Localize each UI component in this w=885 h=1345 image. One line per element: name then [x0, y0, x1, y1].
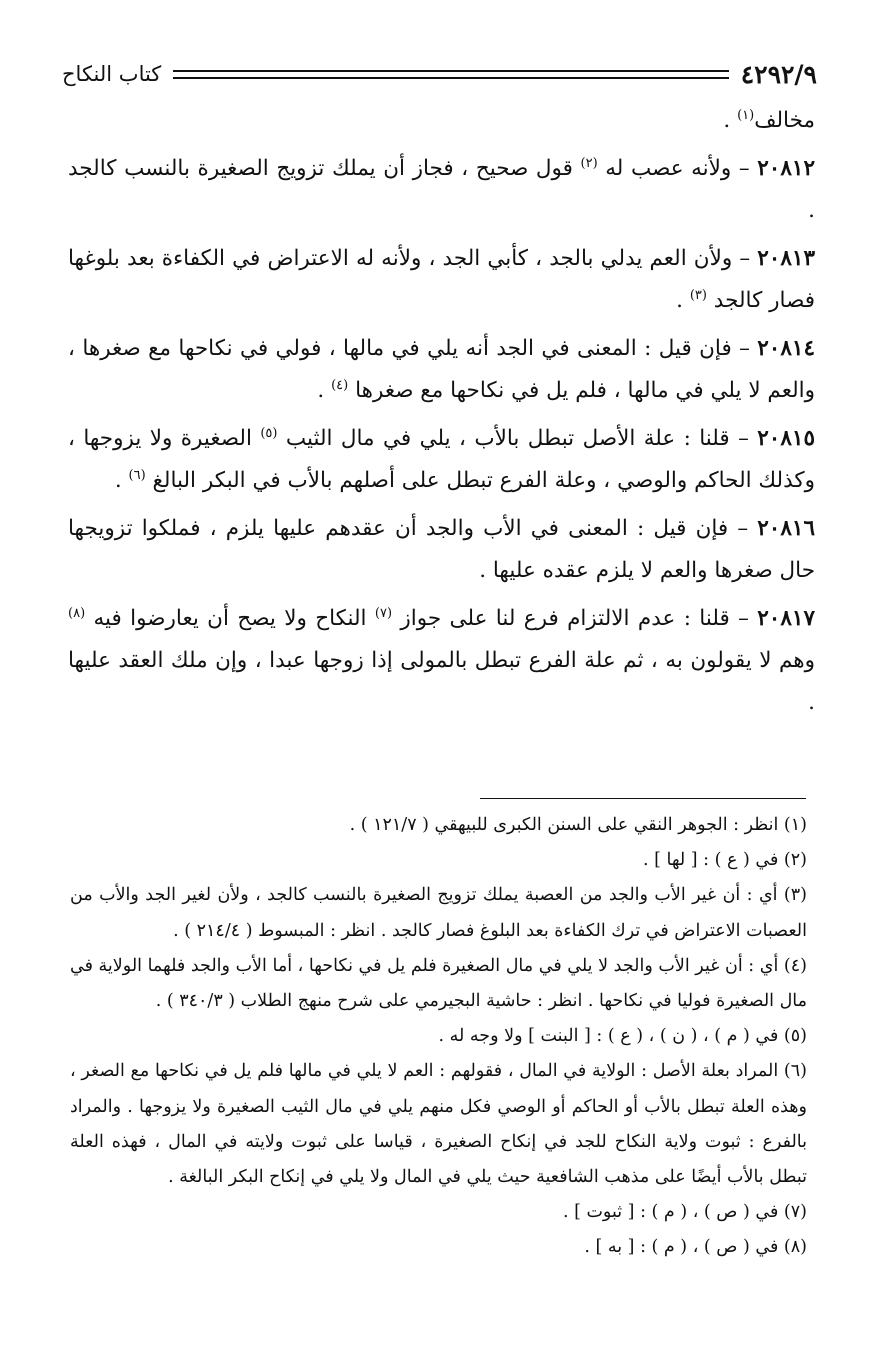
paragraph-number: ٢٠٨١٥ [757, 426, 815, 451]
header-double-rule [173, 70, 728, 79]
paragraph: ٢٠٨١٣ – ولأن العم يدلي بالجد ، كأبي الجد ، ولأنه له الاعتراض في الكفاءة بعد بلوغها فصار كالجد $^{(٣)}$ . [68, 246, 815, 313]
footnote-ref: (٦) [128, 467, 146, 483]
footnote: (٢) في ( ع ) : [ لها ] . [642, 850, 807, 871]
footnote: (٤) أي : أن غير الأب والجد لا يلي في مال الصغيرة فلم يل في نكاحها ، أما الأب والجد فلهما الولاية في مال الصغيرة فوليا في نكاحها . انظر : حاشية البجيرمي على شرح منهج الطلاب ( ٣٤٠/٣ ) . [70, 955, 807, 1012]
paragraph-number: ٢٠٨١٢ [757, 156, 815, 181]
footnote: (٦) المراد بعلة الأصل : الولاية في المال ، فقولهم : العم لا يلي في مالها فلم يل في نكاحها مع الصغر ، وهذه العلة تبطل بالأب أو الحاكم أو الوصي فكل منهم يلي في مال الثيب الصغيرة ولا يزوجها . والمراد بالفرع : ثبوت ولاية النكاح للجد في إنكاح الصغيرة ، قياسا على ثبوت ولايته في المال ، فهذه العلة تبطل بالأب أيضًا على مذهب الشافعية حيث يلي في المال ولا يلي في إنكاح البكر البالغة . [70, 1061, 807, 1188]
paragraph: ٢٠٨١٤ – فإن قيل : المعنى في الجد أنه يلي في مالها ، فولي في نكاحها مع صغرها ، والعم لا يلي في مالها ، فلم يل في نكاحها مع صغرها $^{(٤)}$ . [68, 336, 815, 403]
footnote-ref: (٢) [580, 155, 598, 171]
footnote: (٧) في ( ص ) ، ( م ) : [ ثبوت ] . [562, 1202, 807, 1223]
paragraph: ٢٠٨١٢ – ولأنه عصب له $^{(٢)}$ قول صحيح ، فجاز أن يملك تزويج الصغيرة بالنسب كالجد . [68, 155, 815, 223]
footnote: (٥) في ( م ) ، ( ن ) ، ( ع ) : [ البنت ] ولا وجه له . [438, 1026, 807, 1047]
page-header [62, 54, 817, 94]
footnote-ref: (٤) [331, 377, 349, 393]
footnote: (٨) في ( ص ) ، ( م ) : [ به ] . [584, 1237, 807, 1258]
footnote-ref: (١) [737, 107, 755, 123]
paragraph: ٢٠٨١٥ – قلنا : علة الأصل تبطل بالأب ، يلي في مال الثيب $^{(٥)}$ الصغيرة ولا يزوجها ، وكذلك الحاكم والوصي ، وعلة الفرع تبطل على أصلهم بالأب في البكر البالغ $^{(٦)}$ . [68, 425, 815, 493]
page-number: ٤٢٩٢/٩ [740, 59, 817, 89]
footnote-ref: (٥) [260, 425, 278, 441]
footnote: (١) انظر : الجوهر النقي على السنن الكبرى للبيهقي ( ١٢١/٧ ) . [349, 815, 807, 835]
paragraph-number: ٢٠٨١٤ [757, 336, 815, 361]
footnote-separator [480, 798, 806, 799]
main-text [68, 100, 815, 730]
book-title: كتاب النكاح [62, 62, 162, 86]
footnote: (٣) أي : أن غير الأب والجد من العصبة يملك تزويج الصغيرة بالنسب كالجد ، ولأن لغير الجد والأب من العصبات الاعتراض في ترك الكفاءة بعد البلوغ فصار كالجد . انظر : المبسوط ( ٢١٤/٤ ) . [70, 885, 807, 941]
paragraph: مخالف$^{(١)}$ . [723, 107, 815, 133]
paragraph: ٢٠٨١٧ – قلنا : عدم الالتزام فرع لنا على جواز $^{(٧)}$ النكاح ولا يصح أن يعارضوا فيه $^{(٨)}$ وهم لا يقولون به ، ثم علة الفرع تبطل بالمولى إذا زوجها عبدا ، وإن ملك العقد عليها . [68, 605, 815, 715]
paragraph-number: ٢٠٨١٣ [757, 246, 815, 271]
footnote-ref: (٣) [689, 287, 707, 303]
footnotes [70, 808, 807, 1266]
paragraph-number: ٢٠٨١٧ [757, 606, 815, 631]
paragraph: ٢٠٨١٦ – فإن قيل : المعنى في الأب والجد أن عقدهم عليها يلزم ، فملكوا تزويجها حال صغرها والعم لا يلزم عقده عليها . [68, 516, 815, 583]
footnote-ref: (٧) [374, 605, 393, 621]
paragraph-number: ٢٠٨١٦ [757, 516, 815, 541]
footnote-ref: (٨) [68, 605, 86, 621]
